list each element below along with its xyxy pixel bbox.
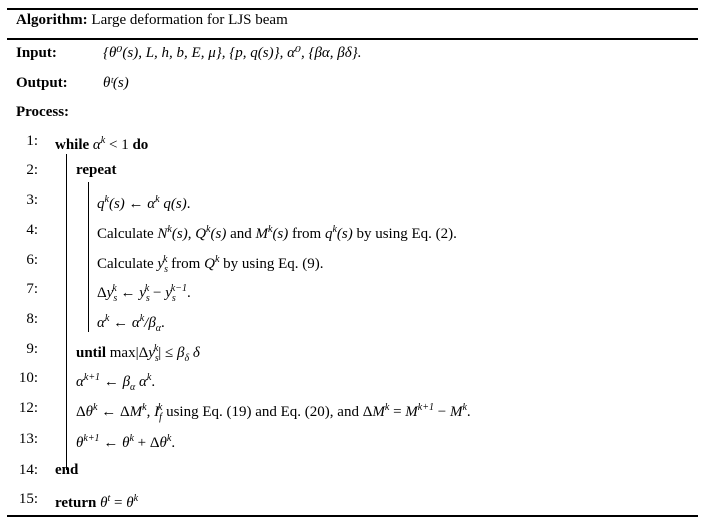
step-text: end	[55, 462, 79, 478]
step-text: until $\max|\Delta y_s^k| \le \beta_\delta$ δ	[76, 343, 200, 364]
output-value: θᵗ(s)	[103, 75, 129, 91]
step-text: $\alpha^k$ ← $\alpha^k/\beta_\alpha$.	[97, 313, 165, 334]
step-text: $\Delta\theta^k$ ← $\Delta M^k$, $I_f^k$ using Eq. (19) and Eq. (20), and $\Delta M^k = M^{k+1} - M^k$.	[76, 402, 471, 423]
while-keyword: while	[55, 137, 90, 153]
step-number: 8:	[26, 311, 38, 327]
input-value: {θ⁰(s), L, h, b, E, μ}, {p, q(s)}, α⁰, {βα, βδ}.	[103, 45, 362, 61]
step-number: 9:	[26, 341, 38, 357]
repeat-block-bar	[88, 182, 89, 332]
step-number: 4:	[26, 222, 38, 238]
step-text: $\theta^{k+1}$ ← $\theta^k + \Delta\theta^k$.	[76, 433, 176, 451]
header-rule	[7, 38, 698, 40]
step-number: 13:	[18, 431, 38, 447]
step-number: 7:	[26, 281, 38, 297]
step-number: 14:	[18, 462, 38, 478]
step-text: return $\theta^t = \theta^k$	[55, 493, 139, 511]
step-text: $\Delta y_s^k$ ← $y_s^k - y_s^{k-1}$.	[97, 283, 191, 304]
step-number: 15:	[18, 491, 38, 507]
step-number: 6:	[26, 252, 38, 268]
algorithm-name: Large deformation for LJS beam	[91, 12, 288, 28]
step-text: $q^k(s)$ ← $\alpha^k$ q(s).	[97, 194, 191, 212]
step-number: 3:	[26, 192, 38, 208]
bottom-rule	[7, 515, 698, 517]
step-text: Calculate $y_s^k$ from $Q^k$ by using Eq. (9).	[97, 254, 324, 275]
algorithm-label: Algorithm:	[16, 12, 88, 28]
step-number: 10:	[18, 370, 38, 386]
step-text: Calculate $N^k(s)$, $Q^k(s)$ and $M^k(s)$ from $q^k(s)$ by using Eq. (2).	[97, 224, 457, 242]
step-text: while $\alpha^k < 1$ do	[55, 135, 149, 153]
step-text: $\alpha^{k+1}$ ← $\beta_\alpha$ $\alpha^k$.	[76, 372, 156, 393]
step-number: 1:	[26, 133, 38, 149]
while-block-bar	[66, 154, 67, 470]
step-number: 2:	[26, 162, 38, 178]
top-rule	[7, 8, 698, 10]
output-label: Output:	[16, 75, 68, 91]
step-number: 12:	[18, 400, 38, 416]
algorithm-title	[16, 12, 288, 29]
input-label: Input:	[16, 45, 57, 61]
step-text: repeat	[76, 162, 117, 178]
process-label: Process:	[16, 104, 70, 120]
